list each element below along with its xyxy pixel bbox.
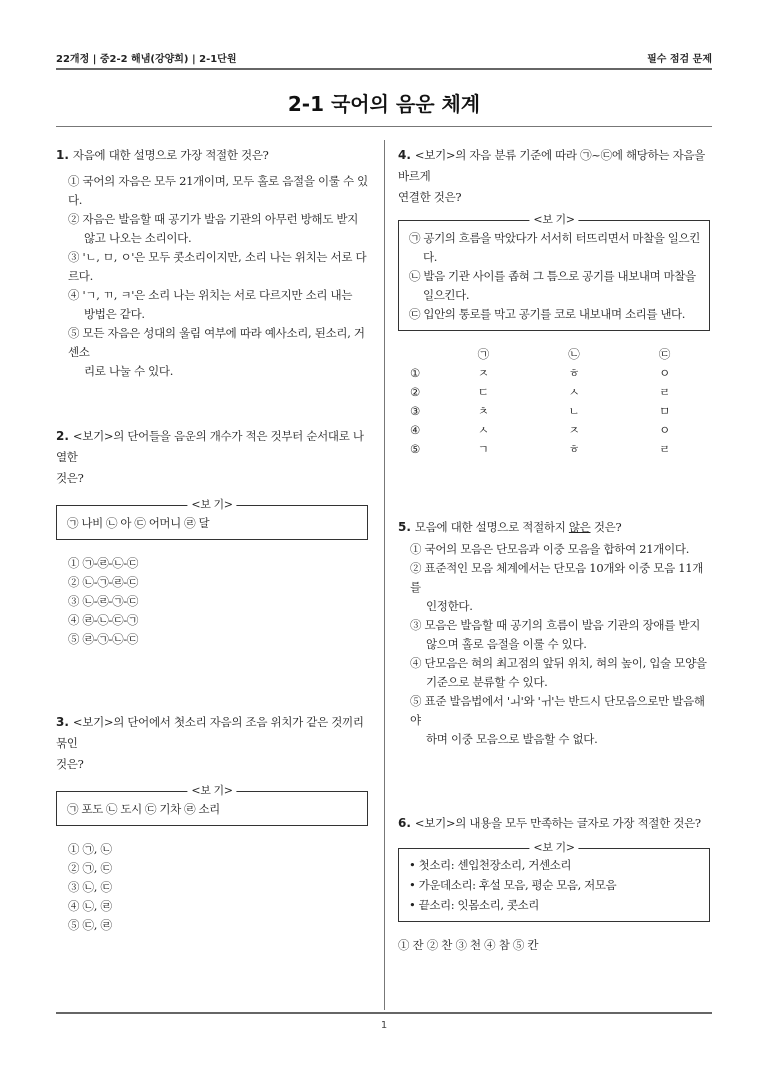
header-rule [56, 68, 712, 70]
option-3[interactable]: ③ 모음은 발음할 때 공기의 흐름이 발음 기관의 장애를 받지 [410, 618, 701, 632]
bogi-label: <보 기> [529, 213, 578, 227]
bogi-label: <보 기> [529, 841, 578, 855]
bogi-line-b: ㉡ 발음 기관 사이를 좁혀 그 틈으로 공기를 내보내며 마찰을 [409, 269, 696, 283]
bogi-bullet-coda: • 끝소리: 잇몸소리, 콧소리 [409, 898, 539, 912]
bogi-bullet-onset: • 첫소리: 센입천장소리, 거센소리 [409, 858, 572, 872]
option-2[interactable]: ② 표준적인 모음 체계에서는 단모음 10개와 이중 모음 11개를 [410, 561, 704, 594]
answer-row[interactable]: ② ㄷ ㅅ ㄹ [410, 385, 671, 399]
option-4[interactable]: ④ ㉡, ㉣ [68, 899, 112, 913]
option-5[interactable]: ⑤ 모든 자음은 성대의 울림 여부에 따라 예사소리, 된소리, 거센소 [68, 326, 365, 359]
header-section-label: 필수 점검 문제 [647, 54, 712, 65]
bogi-label: <보 기> [187, 784, 236, 798]
answer-row[interactable]: ⑤ ㄱ ㅎ ㄹ [410, 442, 671, 456]
question-1 [56, 145, 368, 381]
question-4 [398, 145, 710, 459]
option-4-continued: 방법은 같다. [84, 307, 145, 321]
question-2 [56, 426, 368, 649]
answer-row[interactable]: ④ ㅅ ㅈ ㅇ [410, 423, 671, 437]
inline-options[interactable]: ① 잔 ② 찬 ③ 천 ④ 참 ⑤ 칸 [398, 938, 539, 952]
answer-table [398, 345, 710, 459]
option-1[interactable]: ① ㉠, ㉡ [68, 842, 112, 856]
title-rule [56, 126, 712, 127]
option-4[interactable]: ④ 단모음은 혀의 최고점의 앞뒤 위치, 혀의 높이, 입술 모양을 [410, 656, 707, 670]
option-5[interactable]: ⑤ ㉣-㉠-㉡-㉢ [68, 632, 139, 646]
bogi-box [56, 498, 368, 540]
option-5-continued: 하며 이중 모음으로 발음할 수 없다. [426, 732, 598, 746]
option-1[interactable]: ① 국어의 자음은 모두 21개이며, 모두 홀로 음절을 이룰 수 있다. [68, 174, 368, 207]
question-4-stem: 4. <보기>의 자음 분류 기준에 따라 ㉠~㉢에 해당하는 자음을 바르게 연결한 것은? [398, 148, 705, 204]
question-6-options[interactable] [398, 936, 710, 955]
question-number: 2. [56, 429, 69, 443]
bogi-line-a-continued: 다. [423, 250, 437, 264]
question-3-options [56, 840, 368, 935]
option-2[interactable]: ② ㉡-㉠-㉣-㉢ [68, 575, 139, 589]
footer-rule [56, 1012, 712, 1014]
question-number: 3. [56, 715, 69, 729]
question-number: 1. [56, 148, 69, 162]
question-6-stem: 6. <보기>의 내용을 모두 만족하는 글자로 가장 적절한 것은? [398, 816, 701, 830]
option-3-continued: 않으며 홀로 음절을 이룰 수 있다. [426, 637, 587, 651]
bogi-line-c: ㉢ 입안의 통로를 막고 공기를 코로 내보내며 소리를 낸다. [409, 307, 685, 321]
option-3[interactable]: ③ ㉡-㉣-㉠-㉢ [68, 594, 139, 608]
option-3[interactable]: ③ ㉡, ㉢ [68, 880, 112, 894]
bogi-label: <보 기> [187, 498, 236, 512]
option-4-continued: 기준으로 분류할 수 있다. [426, 675, 548, 689]
answer-row[interactable]: ③ ㅊ ㄴ ㅁ [410, 404, 671, 418]
option-5[interactable]: ⑤ ㉢, ㉣ [68, 918, 112, 932]
question-5-options [398, 540, 710, 749]
question-6 [398, 813, 710, 955]
bogi-box [398, 213, 710, 331]
answer-row[interactable]: ① ㅈ ㅎ ㅇ [410, 366, 671, 380]
question-3 [56, 712, 368, 935]
bogi-content: ㉠ 포도 ㉡ 도시 ㉢ 기차 ㉣ 소리 [67, 802, 220, 816]
header-c: ㉢ [658, 347, 671, 361]
question-number: 6. [398, 816, 411, 830]
option-2[interactable]: ② ㉠, ㉢ [68, 861, 112, 875]
question-2-options [56, 554, 368, 649]
header-a: ㉠ [477, 347, 490, 361]
option-2-continued: 않고 나오는 소리이다. [84, 231, 192, 245]
option-4[interactable]: ④ ㉣-㉡-㉢-㉠ [68, 613, 139, 627]
question-1-options [56, 172, 368, 381]
option-5-continued: 리로 나눌 수 있다. [84, 364, 174, 378]
bogi-line-a: ㉠ 공기의 흐름을 막았다가 서서히 터뜨리면서 마찰을 일으킨 [409, 231, 700, 245]
bogi-box [398, 841, 710, 922]
option-4[interactable]: ④ 'ㄱ, ㄲ, ㅋ'은 소리 나는 위치는 서로 다르지만 소리 내는 [68, 288, 353, 302]
option-3[interactable]: ③ 'ㄴ, ㅁ, ㅇ'은 모두 콧소리이지만, 소리 나는 위치는 서로 다르다. [68, 250, 367, 283]
header-b: ㉡ [568, 347, 580, 361]
bogi-line-b-continued: 일으킨다. [423, 288, 470, 302]
option-2[interactable]: ② 자음은 발음할 때 공기가 발음 기관의 아무런 방해도 받지 [68, 212, 359, 226]
question-5 [398, 517, 710, 749]
option-5[interactable]: ⑤ 표준 발음법에서 'ㅚ'와 'ㅟ'는 반드시 단모음으로만 발음해야 [410, 694, 705, 727]
bogi-content: ㉠ 나비 ㉡ 아 ㉢ 어머니 ㉣ 달 [67, 516, 210, 530]
option-2-continued: 인정한다. [426, 599, 473, 613]
question-number: 5. [398, 520, 411, 534]
bogi-bullet-nucleus: • 가운데소리: 후설 모음, 평순 모음, 저모음 [409, 878, 617, 892]
emphasis-underline: 않은 [568, 520, 591, 534]
question-1-stem: 1. 자음에 대한 설명으로 가장 적절한 것은? [56, 148, 269, 162]
bogi-box [56, 784, 368, 826]
page-number: 1 [380, 1020, 388, 1031]
answer-table-header [410, 345, 710, 364]
question-3-stem: 3. <보기>의 단어에서 첫소리 자음의 조음 위치가 같은 것끼리 묶인 것은? [56, 715, 364, 771]
question-number: 4. [398, 148, 411, 162]
header-course-info: 22개정 | 중2-2 해냄(강양희) | 2-1단원 [56, 54, 237, 65]
option-1[interactable]: ① 국어의 모음은 단모음과 이중 모음을 합하여 21개이다. [410, 542, 690, 556]
question-5-stem: 5. 모음에 대한 설명으로 적절하지 않은 것은? [398, 520, 622, 534]
option-1[interactable]: ① ㉠-㉣-㉡-㉢ [68, 556, 139, 570]
column-divider [384, 140, 385, 1010]
page-title: 2-1 국어의 음운 체계 [287, 92, 481, 116]
question-2-stem: 2. <보기>의 단어들을 음운의 개수가 적은 것부터 순서대로 나열한 것은? [56, 429, 364, 485]
